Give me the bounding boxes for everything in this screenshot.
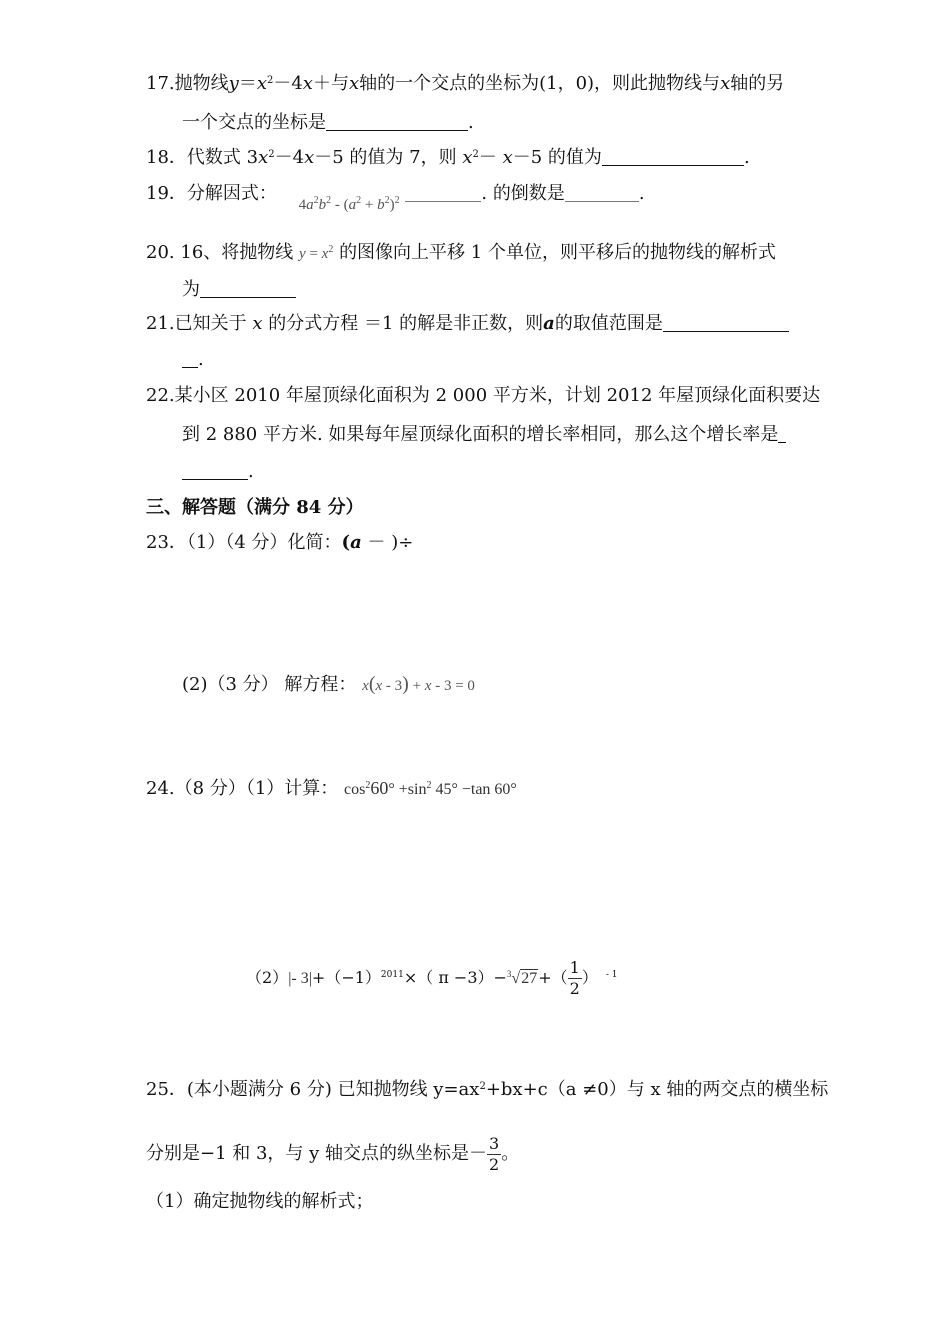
question-19: 19．分解因式： $_{4a^2b^2 - (a^2 + b^2)^2}$ . 的倒数是 . (146, 183, 645, 213)
answer-blank-20[interactable] (200, 279, 296, 298)
q18-number: 18． (146, 147, 187, 168)
q17-number: 17. (146, 73, 175, 94)
answer-blank-17[interactable] (326, 112, 468, 131)
q24-expression: $\cos^260^\circ +\sin^2$ 45° −tan 60° (344, 778, 517, 798)
question-18: 18．代数式 $3x^2-4x-5$ 的值为 7，则 $x^2- x-5$ 的值为 . (146, 147, 750, 168)
answer-blank-21[interactable] (663, 313, 789, 332)
section-heading: 三、解答题（满分 84 分） (146, 497, 364, 518)
q23-number: 23． (146, 532, 187, 553)
q20-number: 20. (146, 242, 175, 263)
q21-number: 21. (146, 313, 175, 334)
question-20: 20. 16、将抛物线 $y = x^2$ 的图像向上平移 1 个单位，则平移后的抛物线的解析式 (146, 242, 776, 263)
cube-root-27: $^3$√27 (506, 969, 538, 987)
question-25-line2: 分别是−1 和 3，与 y 轴交点的纵坐标是－ $\frac{3}{2}$ 。 (146, 1133, 520, 1174)
question-22: 22.某小区 2010 年屋顶绿化面积为 2 000 平方米，计划 2012 年屋顶绿化面积要达 (146, 385, 821, 406)
question-20-line2: 为 (182, 278, 296, 302)
question-24-part2: （2）|- $3|+(-1)^{2011}\times$（ π −3）−$^3$√27+（ $\frac{1}{2}$ ） $^{- 1}$ (246, 957, 618, 998)
question-21-line2: . (182, 348, 204, 372)
fraction-three-halves: $\frac{3}{2}$ (489, 1133, 500, 1174)
q19-expression: 4a2b2 - (a2 + b2)2 (298, 195, 400, 213)
q23-equation: x(x - 3) + x - 3 = 0 (362, 673, 475, 695)
question-24: 24.（8 分）（1）计算： $\cos^260^\circ +\sin^2$ 45° −tan 60° (146, 778, 517, 799)
answer-blank-22[interactable] (778, 424, 786, 443)
question-17-line2: 一个交点的坐标是 . (182, 112, 474, 133)
answer-blank-19b[interactable] (565, 183, 639, 202)
question-25-sub1: （1）确定抛物线的解析式； (146, 1191, 374, 1212)
q22-number: 22. (146, 385, 175, 406)
question-25: 25．(本小题满分 6 分) 已知抛物线 $y=ax^2+bx+c(a \ne 0)$与 x 轴的两交点的横坐标 (146, 1079, 829, 1100)
answer-blank-21-cont[interactable] (182, 349, 198, 368)
answer-blank-22-cont[interactable] (182, 461, 248, 480)
question-22-line2: 到 2 880 平方米. 如果每年屋顶绿化面积的增长率相同，那么这个增长率是 (182, 423, 786, 447)
answer-blank-19a[interactable] (405, 183, 481, 202)
question-23-part2: (2)（3 分） 解方程： x(x - 3) + x - 3 = 0 (182, 673, 475, 695)
fraction-one-half: $\frac{1}{2}$ (569, 957, 580, 998)
q20-expression: $y = x^2$ (299, 244, 334, 262)
question-21: 21.已知关于 x 的分式方程 ＝1 的解是非正数，则a的取值范围是 (146, 312, 789, 336)
answer-blank-18[interactable] (602, 147, 744, 166)
question-17: 17.抛物线$y=x^2-4x+$与x轴的一个交点的坐标为(1，0)，则此抛物线与x轴的另 (146, 73, 785, 94)
q25-number: 25． (146, 1079, 187, 1100)
question-23: 23．（1）（4 分）化简：(a － )÷ (146, 532, 414, 553)
question-22-line3: . (182, 460, 254, 484)
q19-number: 19． (146, 183, 187, 204)
q24-number: 24. (146, 778, 175, 799)
